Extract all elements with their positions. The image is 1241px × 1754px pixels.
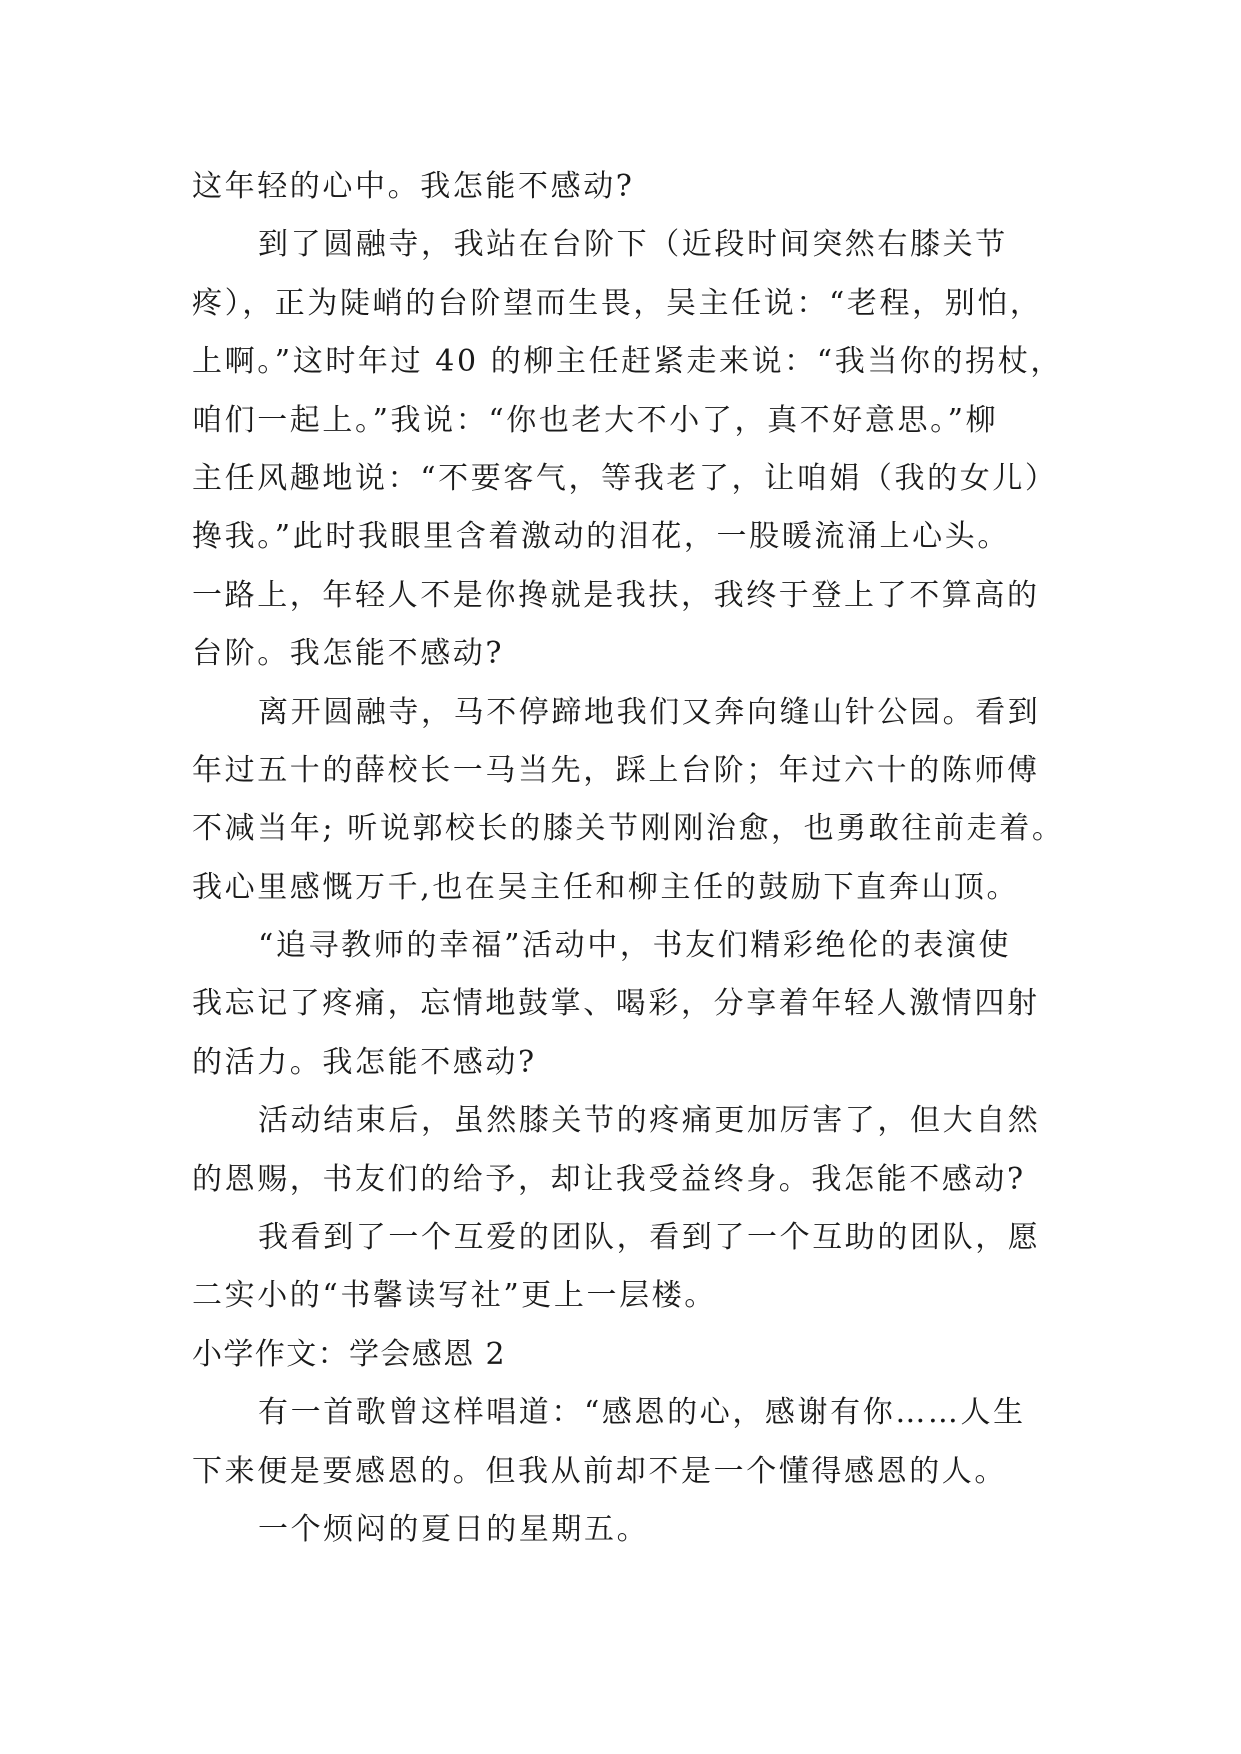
text-line: 一个烦闷的夏日的星期五。 xyxy=(258,1511,650,1547)
text-line: 活动结束后，虽然膝关节的疼痛更加厉害了，但大自然 xyxy=(258,1103,1041,1139)
text-line: 我看到了一个互爱的团队，看到了一个互助的团队，愿 xyxy=(258,1220,1041,1256)
text-line: “追寻教师的幸福”活动中，书友们精彩绝伦的表演使 xyxy=(258,928,1012,964)
text-line: 年过五十的薛校长一马当先，踩上台阶；年过六十的陈师傅 xyxy=(192,752,1040,788)
text-line: 到了圆融寺，我站在台阶下（近段时间突然右膝关节 xyxy=(258,227,1008,263)
text-line: 主任风趣地说：“不要客气，等我老了，让咱娟（我的女儿） xyxy=(192,460,1058,496)
text-line: 有一首歌曾这样唱道：“感恩的心，感谢有你……人生 xyxy=(258,1395,1026,1431)
text-line: 我忘记了疼痛，忘情地鼓掌、喝彩，分享着年轻人激情四射 xyxy=(192,986,1040,1022)
section-heading: 小学作文：学会感恩 2 xyxy=(192,1336,507,1372)
text-line: 我心里感慨万千,也在吴主任和柳主任的鼓励下直奔山顶。 xyxy=(192,869,1020,905)
text-line: 搀我。”此时我眼里含着激动的泪花，一股暖流涌上心头。 xyxy=(192,519,1010,555)
text-line: 疼），正为陡峭的台阶望而生畏，吴主任说：“老程，别怕， xyxy=(192,285,1043,321)
text-line: 不减当年; 听说郭校长的膝关节刚刚治愈，也勇敢往前走着。 xyxy=(192,811,1065,847)
text-line: 咱们一起上。”我说：“你也老大不小了，真不好意思。”柳 xyxy=(192,402,999,438)
text-line: 台阶。我怎能不感动? xyxy=(192,636,505,672)
text-line: 的活力。我怎能不感动? xyxy=(192,1044,537,1080)
text-line: 上啊。”这时年过 40 的柳主任赶紧走来说：“我当你的拐杖， xyxy=(192,344,1063,380)
text-line: 离开圆融寺，马不停蹄地我们又奔向缝山针公园。看到 xyxy=(258,694,1041,730)
text-line: 的恩赐，书友们的给予，却让我受益终身。我怎能不感动? xyxy=(192,1161,1026,1197)
text-line: 这年轻的心中。我怎能不感动? xyxy=(192,169,635,204)
article-body xyxy=(192,158,1065,1559)
text-line: 二实小的“书馨读写社”更上一层楼。 xyxy=(192,1278,717,1314)
text-line: 下来便是要感恩的。但我从前却不是一个懂得感恩的人。 xyxy=(192,1453,1007,1489)
text-line: 一路上，年轻人不是你搀就是我扶，我终于登上了不算高的 xyxy=(192,577,1040,613)
